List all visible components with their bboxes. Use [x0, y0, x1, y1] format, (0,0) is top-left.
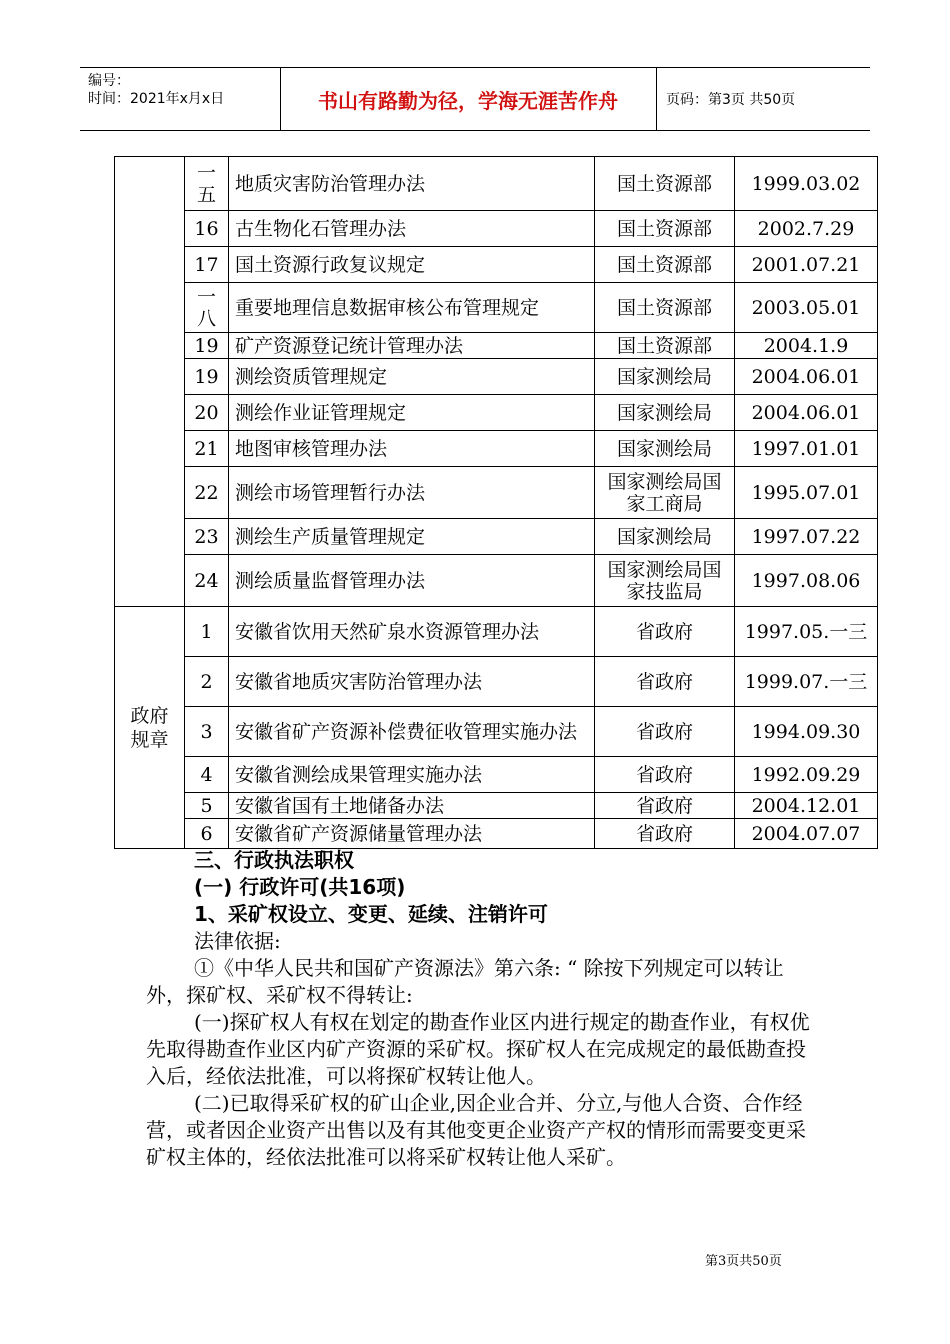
row-number: 5 — [185, 793, 229, 819]
law-name: 重要地理信息数据审核公布管理规定 — [229, 283, 595, 333]
law-date: 2004.1.9 — [735, 333, 878, 359]
table-row — [115, 333, 878, 359]
legal-basis-label: 法律依据: — [194, 929, 281, 953]
row-number: 4 — [185, 757, 229, 793]
table-row — [115, 467, 878, 519]
row-number: 17 — [185, 247, 229, 283]
law-date: 1992.09.29 — [735, 757, 878, 793]
law-issuer: 国家测绘局 — [595, 359, 735, 395]
law-date: 1999.03.02 — [735, 157, 878, 211]
table-row — [115, 211, 878, 247]
law-date: 2004.06.01 — [735, 359, 878, 395]
law-issuer: 国家测绘局 — [595, 519, 735, 555]
law-issuer: 国家测绘局国家技监局 — [595, 555, 735, 607]
law-name: 安徽省饮用天然矿泉水资源管理办法 — [229, 607, 595, 657]
law-issuer: 省政府 — [595, 793, 735, 819]
law-name: 安徽省测绘成果管理实施办法 — [229, 757, 595, 793]
date-label: 时间：2021年x月x日 — [88, 91, 225, 107]
table-row — [115, 395, 878, 431]
law-issuer: 国土资源部 — [595, 283, 735, 333]
section-title: 三、行政执法职权 — [194, 848, 354, 872]
law-issuer: 省政府 — [595, 707, 735, 757]
law-issuer: 省政府 — [595, 819, 735, 849]
paragraph: (二)已取得采矿权的矿山企业,因企业合并、分立,与他人合资、合作经营，或者因企业资产出售以及有其他变更企业资产产权的情形而需要变更采矿权主体的，经依法批准可以将采矿权转让他人采矿。 — [146, 1091, 806, 1169]
law-issuer: 国家测绘局 — [595, 395, 735, 431]
row-number: 22 — [185, 467, 229, 519]
law-name: 安徽省地质灾害防治管理办法 — [229, 657, 595, 707]
law-date: 2001.07.21 — [735, 247, 878, 283]
row-number: 3 — [185, 707, 229, 757]
law-date: 1997.07.22 — [735, 519, 878, 555]
table-row — [115, 819, 878, 849]
category-cell-blank — [115, 157, 185, 607]
paragraph: ①《中华人民共和国矿产资源法》第六条: “ 除按下列规定可以转让外，探矿权、采矿权不得转让: — [146, 956, 784, 1007]
law-date: 1997.08.06 — [735, 555, 878, 607]
laws-table — [114, 156, 878, 849]
page-footer: 第3页共50页 — [705, 1254, 782, 1269]
law-name: 国土资源行政复议规定 — [229, 247, 595, 283]
law-date: 2004.07.07 — [735, 819, 878, 849]
row-number: 19 — [185, 359, 229, 395]
law-issuer: 国土资源部 — [595, 247, 735, 283]
category-label — [115, 607, 185, 849]
table-row — [115, 431, 878, 467]
subsection-title: (一) 行政许可(共16项) — [194, 875, 406, 899]
header-meta — [88, 72, 283, 128]
table-row — [115, 793, 878, 819]
law-issuer: 省政府 — [595, 757, 735, 793]
law-issuer: 国家测绘局国家工商局 — [595, 467, 735, 519]
law-name: 矿产资源登记统计管理办法 — [229, 333, 595, 359]
row-number: 1 — [185, 607, 229, 657]
law-issuer: 国土资源部 — [595, 211, 735, 247]
row-number: 一五 — [185, 157, 229, 211]
law-date: 1995.07.01 — [735, 467, 878, 519]
header-divider — [656, 68, 657, 130]
table-row — [115, 359, 878, 395]
law-name: 测绘生产质量管理规定 — [229, 519, 595, 555]
row-number: 24 — [185, 555, 229, 607]
law-issuer: 省政府 — [595, 657, 735, 707]
item-title: 1、采矿权设立、变更、延续、注销许可 — [194, 902, 548, 926]
law-name: 测绘市场管理暂行办法 — [229, 467, 595, 519]
table-row — [115, 657, 878, 707]
row-number: 一八 — [185, 283, 229, 333]
law-name: 古生物化石管理办法 — [229, 211, 595, 247]
law-date: 1997.05.一三 — [735, 607, 878, 657]
law-issuer: 省政府 — [595, 607, 735, 657]
law-date: 2004.06.01 — [735, 395, 878, 431]
law-name: 测绘质量监督管理办法 — [229, 555, 595, 607]
law-name: 测绘资质管理规定 — [229, 359, 595, 395]
row-number: 16 — [185, 211, 229, 247]
page-header — [80, 67, 870, 131]
row-number: 6 — [185, 819, 229, 849]
paragraph: (一)探矿权人有权在划定的勘查作业区内进行规定的勘查作业，有权优先取得勘查作业区内矿产资源的采矿权。探矿权人在完成规定的最低勘查投入后，经依法批准，可以将探矿权转让他人。 — [146, 1010, 810, 1088]
row-number: 21 — [185, 431, 229, 467]
law-issuer: 国家测绘局 — [595, 431, 735, 467]
law-date: 1999.07.一三 — [735, 657, 878, 707]
row-number: 23 — [185, 519, 229, 555]
law-name: 安徽省矿产资源储量管理办法 — [229, 819, 595, 849]
table-row — [115, 247, 878, 283]
law-date: 2004.12.01 — [735, 793, 878, 819]
law-date: 1997.01.01 — [735, 431, 878, 467]
table-row — [115, 283, 878, 333]
law-name: 安徽省矿产资源补偿费征收管理实施办法 — [229, 707, 595, 757]
law-date: 2003.05.01 — [735, 283, 878, 333]
law-name: 地质灾害防治管理办法 — [229, 157, 595, 211]
table-row — [115, 157, 878, 211]
table-row — [115, 707, 878, 757]
table-row — [115, 757, 878, 793]
row-number: 2 — [185, 657, 229, 707]
header-page-number: 页码：第3页 共50页 — [666, 92, 796, 108]
table-row — [115, 607, 878, 657]
table-row — [115, 555, 878, 607]
law-date: 2002.7.29 — [735, 211, 878, 247]
body-text — [146, 847, 812, 1171]
category-text: 政府规章 — [130, 704, 169, 751]
row-number: 19 — [185, 333, 229, 359]
serial-label: 编号： — [88, 73, 130, 89]
law-name: 安徽省国有土地储备办法 — [229, 793, 595, 819]
row-number: 20 — [185, 395, 229, 431]
law-name: 测绘作业证管理规定 — [229, 395, 595, 431]
law-issuer: 国土资源部 — [595, 157, 735, 211]
law-date: 1994.09.30 — [735, 707, 878, 757]
table-row — [115, 519, 878, 555]
header-motto: 书山有路勤为径，学海无涯苦作舟 — [318, 88, 618, 113]
law-name: 地图审核管理办法 — [229, 431, 595, 467]
law-issuer: 国土资源部 — [595, 333, 735, 359]
